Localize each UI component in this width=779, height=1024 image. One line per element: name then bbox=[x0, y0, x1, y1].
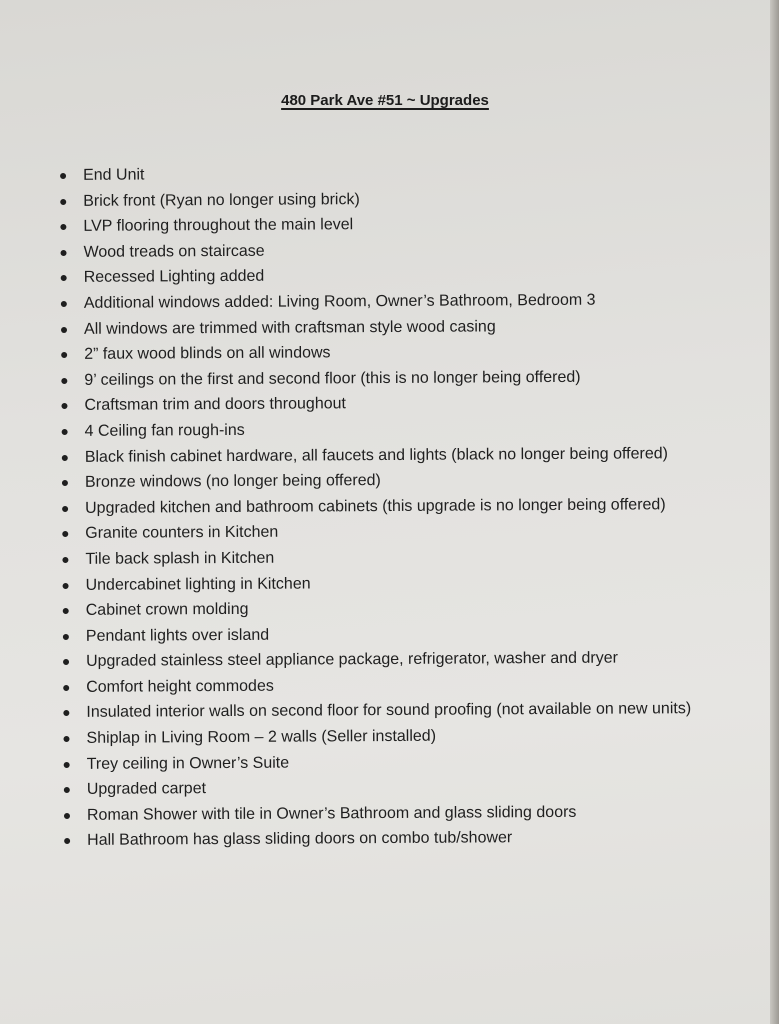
list-item-text: Insulated interior walls on second floor for sound proofing (not available on new units) bbox=[86, 700, 692, 722]
bullet-icon bbox=[61, 250, 67, 256]
list-item-text: Bronze windows (no longer being offered) bbox=[84, 472, 381, 491]
bullet-icon bbox=[61, 301, 67, 307]
document-title: 480 Park Ave #51 ~ Upgrades bbox=[281, 92, 489, 109]
list-item bbox=[60, 467, 750, 495]
list-item-text: Granite counters in Kitchen bbox=[85, 523, 279, 543]
list-item-text: Additional windows added: Living Room, Owner’s Bathroom, Bedroom 3 bbox=[83, 291, 596, 312]
bullet-icon bbox=[63, 608, 69, 614]
list-item bbox=[61, 723, 751, 751]
bullet-icon bbox=[62, 454, 68, 460]
list-item-text: 9’ ceilings on the first and second floor (this is no longer being offered) bbox=[84, 368, 581, 389]
list-item bbox=[59, 365, 749, 393]
list-item bbox=[58, 211, 748, 239]
list-item bbox=[61, 595, 751, 623]
bullet-icon bbox=[61, 403, 67, 409]
bullet-icon bbox=[63, 685, 69, 691]
list-item bbox=[59, 390, 749, 418]
list-item bbox=[60, 492, 750, 520]
bullet-icon bbox=[64, 762, 70, 768]
bullet-icon bbox=[63, 710, 69, 716]
list-item-text: Comfort height commodes bbox=[86, 677, 274, 696]
list-item-text: Upgraded carpet bbox=[86, 780, 207, 799]
list-item bbox=[58, 160, 748, 188]
list-item bbox=[62, 774, 752, 802]
paper-edge-shadow bbox=[770, 0, 779, 1024]
list-item bbox=[62, 748, 752, 776]
list-item-text: Recessed Lighting added bbox=[83, 268, 265, 287]
list-item-text: End Unit bbox=[83, 166, 145, 184]
list-item bbox=[62, 800, 752, 828]
list-item bbox=[58, 237, 748, 265]
list-item-text: Craftsman trim and doors throughout bbox=[84, 395, 346, 415]
list-item-text: Brick front (Ryan no longer using brick) bbox=[83, 190, 360, 210]
list-item bbox=[61, 646, 751, 674]
bullet-icon bbox=[61, 275, 67, 281]
list-item bbox=[59, 288, 749, 316]
list-item bbox=[59, 262, 749, 290]
list-item-text: Roman Shower with tile in Owner’s Bathroom and glass sliding doors bbox=[86, 803, 577, 824]
list-item-text: 4 Ceiling fan rough-ins bbox=[84, 421, 245, 440]
bullet-icon bbox=[60, 224, 66, 230]
bullet-icon bbox=[61, 352, 67, 358]
bullet-icon bbox=[62, 557, 68, 563]
list-item-text: All windows are trimmed with craftsman style wood casing bbox=[83, 317, 496, 338]
list-item bbox=[60, 544, 750, 572]
list-item bbox=[61, 620, 751, 648]
bullet-icon bbox=[62, 429, 68, 435]
list-item-text: Upgraded stainless steel appliance package, refrigerator, washer and dryer bbox=[85, 649, 618, 671]
bullet-icon bbox=[63, 659, 69, 665]
list-item bbox=[59, 339, 749, 367]
list-item bbox=[61, 569, 751, 597]
list-item bbox=[58, 185, 748, 213]
list-item-text: 2” faux wood blinds on all windows bbox=[84, 344, 331, 363]
list-item-text: Upgraded kitchen and bathroom cabinets (this upgrade is no longer being offered) bbox=[85, 496, 666, 517]
list-item-text: Shiplap in Living Room – 2 walls (Seller installed) bbox=[86, 727, 437, 747]
bullet-icon bbox=[63, 736, 69, 742]
bullet-icon bbox=[62, 531, 68, 537]
list-item bbox=[60, 416, 750, 444]
list-item bbox=[61, 672, 751, 700]
bullet-icon bbox=[61, 327, 67, 333]
list-item bbox=[60, 441, 750, 469]
bullet-icon bbox=[64, 787, 70, 793]
bullet-icon bbox=[62, 506, 68, 512]
bullet-icon bbox=[63, 582, 69, 588]
list-item-text: Wood treads on staircase bbox=[83, 242, 265, 261]
list-item-text: LVP flooring throughout the main level bbox=[83, 216, 354, 236]
list-item-text: Undercabinet lighting in Kitchen bbox=[85, 574, 311, 594]
upgrades-list bbox=[58, 160, 752, 855]
bullet-icon bbox=[62, 480, 68, 486]
bullet-icon bbox=[60, 173, 66, 179]
bullet-icon bbox=[64, 813, 70, 819]
bullet-icon bbox=[64, 838, 70, 844]
list-item-text: Trey ceiling in Owner’s Suite bbox=[86, 754, 290, 773]
list-item bbox=[60, 518, 750, 546]
list-item bbox=[62, 825, 752, 853]
bullet-icon bbox=[61, 378, 67, 384]
list-item bbox=[59, 313, 749, 341]
list-item bbox=[61, 697, 751, 725]
list-item-text: Tile back splash in Kitchen bbox=[85, 549, 275, 568]
bullet-icon bbox=[63, 634, 69, 640]
bullet-icon bbox=[60, 199, 66, 205]
list-item-text: Black finish cabinet hardware, all faucets and lights (black no longer being offered) bbox=[84, 444, 668, 466]
list-item-text: Cabinet crown molding bbox=[85, 600, 249, 619]
list-item-text: Hall Bathroom has glass sliding doors on combo tub/shower bbox=[87, 829, 513, 850]
list-item-text: Pendant lights over island bbox=[85, 626, 270, 645]
